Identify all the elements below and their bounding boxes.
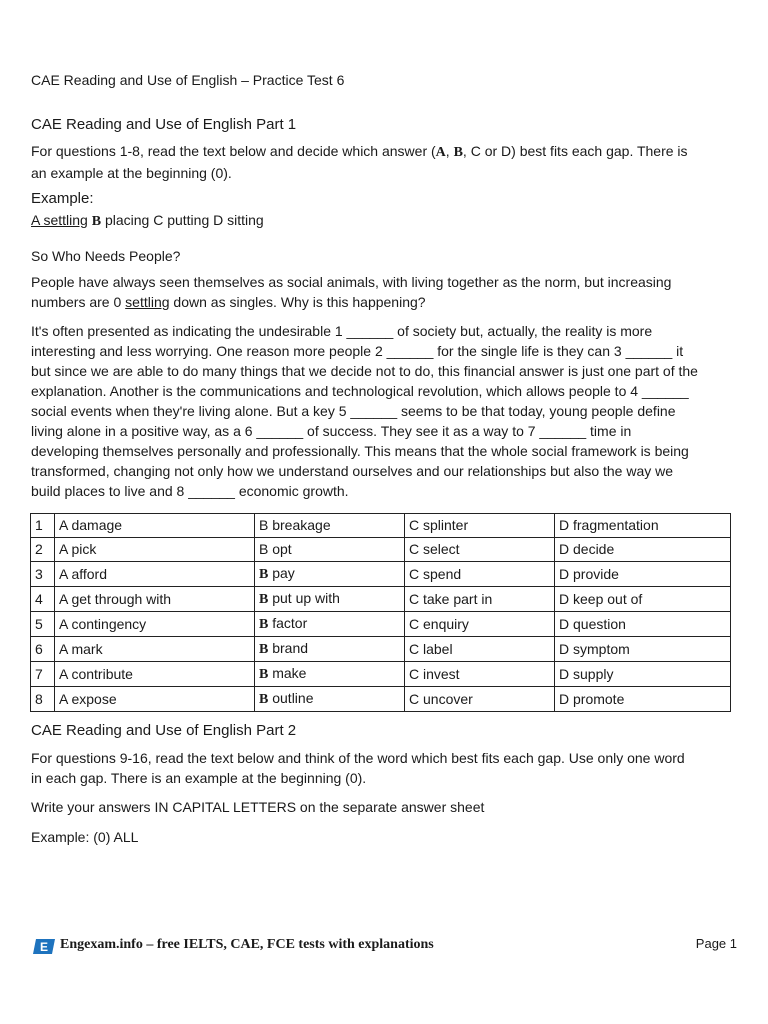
option-row: [31, 538, 731, 562]
part2-heading: CAE Reading and Use of English Part 2: [31, 722, 297, 739]
option-a: A afford: [55, 562, 255, 587]
option-row: [31, 637, 731, 662]
option-row: [31, 687, 731, 712]
instr-text-b: , C or D) best fits each gap. There is: [462, 143, 688, 159]
option-c: C spend: [405, 562, 555, 587]
body-line: interesting and less worrying. One reason more people 2 ______ for the single life is they can 3 ______ it: [31, 343, 684, 359]
option-b-letter: B: [259, 592, 269, 607]
question-number: 8: [31, 687, 55, 712]
example-label: Example:: [31, 190, 94, 207]
page-number: Page 1: [695, 936, 737, 951]
part2-example: Example: (0) ALL: [31, 829, 139, 845]
question-number: 2: [31, 538, 55, 562]
option-b: [255, 687, 405, 712]
option-d: D promote: [555, 687, 731, 712]
logo-letter: E: [40, 940, 49, 954]
instr-text-a: For questions 1-8, read the text below and decide which answer (: [31, 143, 436, 159]
option-row: [31, 587, 731, 612]
option-c: C enquiry: [405, 612, 555, 637]
option-d: D question: [555, 612, 731, 637]
body-line: transformed, changing not only how we understand ourselves and our relationships but also the way we: [31, 463, 674, 479]
body-line: build places to live and 8 ______ economic growth.: [31, 483, 349, 499]
option-c: C select: [405, 538, 555, 562]
intro-example-word: settling: [125, 294, 170, 310]
option-b-text: brand: [272, 640, 309, 656]
body-paragraph: [31, 321, 743, 501]
option-c: C uncover: [405, 687, 555, 712]
option-b-letter: B: [259, 567, 269, 582]
option-a: A pick: [55, 538, 255, 562]
option-c: C take part in: [405, 587, 555, 612]
option-b: [255, 587, 405, 612]
part2-instructions: [31, 748, 743, 788]
part1-heading: CAE Reading and Use of English Part 1: [31, 116, 297, 133]
instr-letter-a: A: [435, 145, 446, 160]
example-rest: placing C putting D sitting: [104, 212, 264, 228]
example-line: [31, 210, 743, 232]
instr-text-c: an example at the beginning (0).: [31, 165, 232, 181]
body-line: social events when they're living alone. But a key 5 ______ seems to be that today, young people define: [31, 403, 676, 419]
option-a: A damage: [55, 514, 255, 538]
option-row: [31, 662, 731, 687]
body-line: living alone in a positive way, as a 6 ______ of success. They see it as a way to 7 ______ time in: [31, 423, 632, 439]
option-c: C invest: [405, 662, 555, 687]
option-d: D provide: [555, 562, 731, 587]
option-a: A contribute: [55, 662, 255, 687]
option-d: D symptom: [555, 637, 731, 662]
option-b-text: factor: [272, 615, 308, 631]
option-b: [255, 637, 405, 662]
option-b-text: B breakage: [259, 517, 331, 533]
option-b: [255, 562, 405, 587]
option-d: D supply: [555, 662, 731, 687]
capitals-note: Write your answers IN CAPITAL LETTERS on the separate answer sheet: [31, 799, 485, 815]
options-body: [31, 514, 731, 712]
example-letter-b: B: [91, 214, 102, 229]
question-number: 3: [31, 562, 55, 587]
option-b-letter: B: [259, 642, 269, 657]
answer-options-table: [30, 513, 731, 712]
intro-paragraph: [31, 272, 743, 312]
part2-instr-line-2: in each gap. There is an example at the beginning (0).: [31, 770, 367, 786]
option-c: C splinter: [405, 514, 555, 538]
instr-letter-b: B: [453, 145, 463, 160]
option-a: A mark: [55, 637, 255, 662]
option-b-text: put up with: [272, 590, 340, 606]
intro-line-2b: down as singles. Why is this happening?: [173, 294, 426, 310]
option-c: C label: [405, 637, 555, 662]
part1-instructions: [31, 141, 743, 183]
text-title: So Who Needs People?: [31, 248, 181, 264]
option-b-text: outline: [272, 690, 314, 706]
page-footer: [33, 936, 739, 956]
question-number: 7: [31, 662, 55, 687]
question-number: 4: [31, 587, 55, 612]
option-a: A get through with: [55, 587, 255, 612]
option-row: [31, 514, 731, 538]
body-line: explanation. Another is the communications and technological revolution, which allows people to 4 ______: [31, 383, 689, 399]
option-b: [255, 514, 405, 538]
body-line: It's often presented as indicating the undesirable 1 ______ of society but, actually, the reality is more: [31, 323, 653, 339]
option-d: D keep out of: [555, 587, 731, 612]
example-answer-a: A settling: [31, 212, 88, 228]
option-a: A expose: [55, 687, 255, 712]
question-number: 5: [31, 612, 55, 637]
option-b-text: make: [272, 665, 307, 681]
option-b: [255, 612, 405, 637]
option-b: [255, 538, 405, 562]
option-a: A contingency: [55, 612, 255, 637]
question-number: 1: [31, 514, 55, 538]
part2-instr-line-1: For questions 9-16, read the text below and think of the word which best fits each gap. Use only one word: [31, 750, 685, 766]
intro-line-2a: numbers are 0: [31, 294, 122, 310]
option-b-text: pay: [272, 565, 295, 581]
option-d: D fragmentation: [555, 514, 731, 538]
option-d: D decide: [555, 538, 731, 562]
option-row: [31, 612, 731, 637]
intro-line-1: People have always seen themselves as social animals, with living together as the norm, but increasing: [31, 274, 672, 290]
option-b-letter: B: [259, 667, 269, 682]
option-row: [31, 562, 731, 587]
body-line: developing themselves personally and professionally. This means that the whole social framework is being: [31, 443, 689, 459]
instr-comma: ,: [445, 143, 450, 159]
document-title: CAE Reading and Use of English – Practice Test 6: [31, 72, 345, 88]
option-b-letter: B: [259, 692, 269, 707]
body-line: but since we are able to do many things that we decide not to do, this financial answer is just one part of the: [31, 363, 698, 379]
footer-site-text: Engexam.info – free IELTS, CAE, FCE tests with explanations: [60, 937, 434, 952]
option-b-letter: B: [259, 617, 269, 632]
engexam-logo-icon: [33, 939, 55, 954]
option-b-text: B opt: [259, 541, 292, 557]
question-number: 6: [31, 637, 55, 662]
option-b: [255, 662, 405, 687]
